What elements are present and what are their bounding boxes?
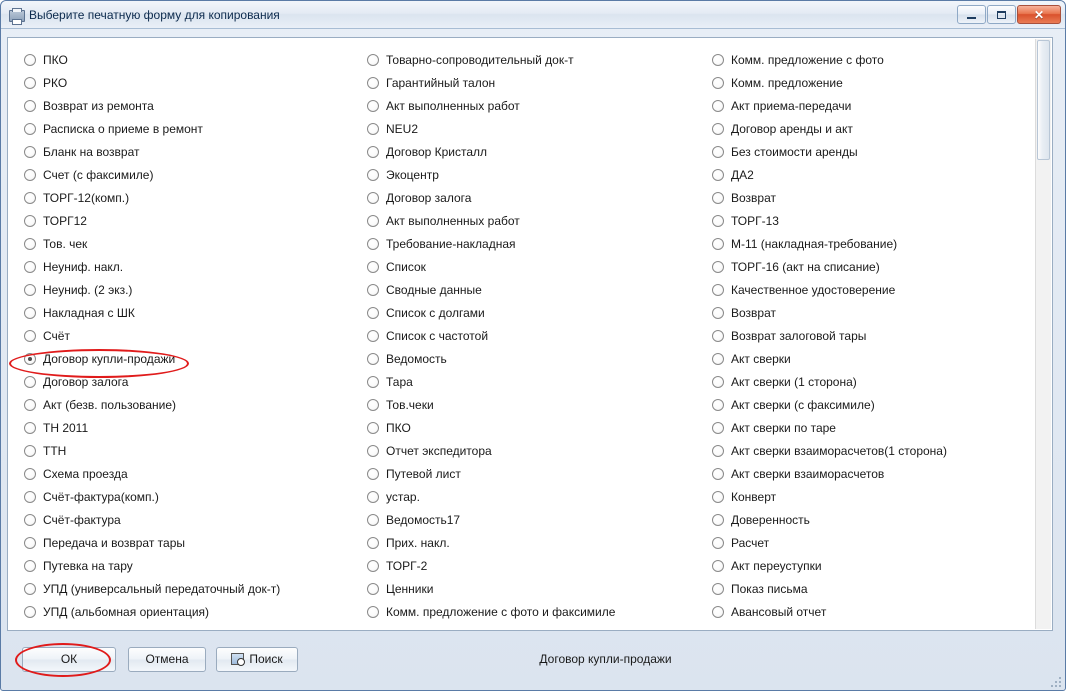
list-item[interactable] xyxy=(712,554,1038,577)
list-item-label: Путевой лист xyxy=(386,466,461,481)
list-item[interactable] xyxy=(367,370,708,393)
list-item[interactable] xyxy=(712,324,1038,347)
close-button[interactable] xyxy=(1017,5,1061,24)
radio-icon[interactable] xyxy=(712,491,724,503)
list-item[interactable] xyxy=(24,301,363,324)
list-item-label: Ценники xyxy=(386,581,434,596)
radio-icon[interactable] xyxy=(24,330,36,342)
list-item-label: Акт сверки взаиморасчетов(1 сторона) xyxy=(731,443,947,458)
list-item-label: Путевка на тару xyxy=(43,558,133,573)
radio-icon[interactable] xyxy=(712,399,724,411)
list-item[interactable] xyxy=(712,577,1038,600)
radio-icon[interactable] xyxy=(712,307,724,319)
radio-icon[interactable] xyxy=(367,422,379,434)
list-item[interactable] xyxy=(367,485,708,508)
radio-icon[interactable] xyxy=(24,123,36,135)
list-item-label: Схема проезда xyxy=(43,466,128,481)
list-item-label: Требование-накладная xyxy=(386,236,516,251)
radio-icon[interactable] xyxy=(712,169,724,181)
list-item[interactable] xyxy=(712,370,1038,393)
list-item[interactable] xyxy=(712,255,1038,278)
footer-bar xyxy=(7,635,1053,683)
minimize-button[interactable] xyxy=(957,5,986,24)
list-item[interactable] xyxy=(24,209,363,232)
radio-icon[interactable] xyxy=(24,468,36,480)
list-item-label: Сводные данные xyxy=(386,282,482,297)
list-item-label: ТОРГ-2 xyxy=(386,558,428,573)
list-item-label: устар. xyxy=(386,489,420,504)
list-item[interactable] xyxy=(712,48,1038,71)
list-item[interactable] xyxy=(367,140,708,163)
list-item-label: ТОРГ-13 xyxy=(731,213,779,228)
radio-icon[interactable] xyxy=(24,445,36,457)
list-item-label: Акт (безв. пользование) xyxy=(43,397,177,412)
radio-column-2 xyxy=(363,48,708,630)
list-item[interactable] xyxy=(367,301,708,324)
list-item-label: Расписка о приеме в ремонт xyxy=(43,121,203,136)
search-button[interactable] xyxy=(216,647,298,672)
list-item-label: Список с долгами xyxy=(386,305,485,320)
list-item[interactable] xyxy=(712,439,1038,462)
scrollbar-thumb[interactable] xyxy=(1037,40,1050,160)
list-item[interactable] xyxy=(367,48,708,71)
list-item-label: Авансовый отчет xyxy=(731,604,827,619)
radio-icon[interactable] xyxy=(712,353,724,365)
list-item[interactable] xyxy=(367,508,708,531)
list-item-label: Возврат xyxy=(731,190,776,205)
radio-icon[interactable] xyxy=(367,537,379,549)
radio-icon[interactable] xyxy=(24,238,36,250)
radio-icon[interactable] xyxy=(367,261,379,273)
list-item-label: Счёт xyxy=(43,328,70,343)
list-item-label: Акт выполненных работ xyxy=(386,98,520,113)
radio-icon[interactable] xyxy=(712,123,724,135)
list-item-label: ТОРГ12 xyxy=(43,213,87,228)
list-item-label: Тов. чек xyxy=(43,236,88,251)
list-item-label: ТТН xyxy=(43,443,67,458)
radio-icon[interactable] xyxy=(712,376,724,388)
radio-icon[interactable] xyxy=(24,422,36,434)
status-text: Договор купли-продажи xyxy=(539,652,672,666)
list-item[interactable] xyxy=(24,531,363,554)
radio-icon[interactable] xyxy=(24,261,36,273)
list-item[interactable] xyxy=(712,117,1038,140)
list-item-label: Акт сверки (1 сторона) xyxy=(731,374,857,389)
radio-icon[interactable] xyxy=(712,215,724,227)
radio-icon[interactable] xyxy=(367,123,379,135)
radio-icon[interactable] xyxy=(367,330,379,342)
list-item-label: Расчет xyxy=(731,535,770,550)
list-item[interactable] xyxy=(712,462,1038,485)
list-item-label: Счёт-фактура xyxy=(43,512,121,527)
list-item[interactable] xyxy=(712,163,1038,186)
radio-icon[interactable] xyxy=(24,284,36,296)
radio-icon[interactable] xyxy=(24,606,36,618)
list-item[interactable] xyxy=(712,416,1038,439)
list-item[interactable] xyxy=(367,186,708,209)
radio-icon[interactable] xyxy=(24,376,36,388)
list-item-label: Акт сверки взаиморасчетов xyxy=(731,466,885,481)
radio-icon[interactable] xyxy=(367,146,379,158)
list-item-label: Возврат xyxy=(731,305,776,320)
list-item[interactable] xyxy=(712,347,1038,370)
list-item[interactable] xyxy=(712,209,1038,232)
list-item[interactable] xyxy=(712,140,1038,163)
radio-icon[interactable] xyxy=(712,77,724,89)
radio-icon[interactable] xyxy=(24,169,36,181)
list-item[interactable] xyxy=(367,71,708,94)
list-item-label: Договор залога xyxy=(43,374,129,389)
radio-icon[interactable] xyxy=(367,583,379,595)
list-item-label: NEU2 xyxy=(386,121,419,136)
list-item[interactable] xyxy=(367,163,708,186)
radio-icon[interactable] xyxy=(712,560,724,572)
list-item[interactable] xyxy=(24,71,363,94)
list-item[interactable] xyxy=(24,117,363,140)
radio-icon[interactable] xyxy=(367,77,379,89)
list-item[interactable] xyxy=(367,255,708,278)
list-item-label: Накладная с ШК xyxy=(43,305,135,320)
list-item-label: Доверенность xyxy=(731,512,810,527)
radio-icon[interactable] xyxy=(712,238,724,250)
radio-icon[interactable] xyxy=(367,100,379,112)
list-item[interactable] xyxy=(24,508,363,531)
radio-icon[interactable] xyxy=(712,537,724,549)
radio-icon[interactable] xyxy=(367,353,379,365)
list-item[interactable] xyxy=(367,393,708,416)
radio-icon[interactable] xyxy=(367,606,379,618)
radio-icon[interactable] xyxy=(367,54,379,66)
list-item-label: Договор аренды и акт xyxy=(731,121,853,136)
list-item[interactable] xyxy=(367,577,708,600)
list-item-label: Показ письма xyxy=(731,581,808,596)
list-item-label: Качественное удостоверение xyxy=(731,282,896,297)
list-item-label: Неуниф. (2 экз.) xyxy=(43,282,133,297)
search-icon xyxy=(231,653,244,665)
radio-icon[interactable] xyxy=(24,100,36,112)
list-item[interactable] xyxy=(24,416,363,439)
radio-column-3 xyxy=(708,48,1038,630)
list-item-label: РКО xyxy=(43,75,68,90)
cancel-button[interactable]: Отмена xyxy=(128,647,206,672)
list-item[interactable] xyxy=(24,163,363,186)
list-item-label: ТН 2011 xyxy=(43,420,89,435)
list-item-label: Акт сверки по таре xyxy=(731,420,836,435)
radio-icon[interactable] xyxy=(367,399,379,411)
window-controls xyxy=(957,5,1061,24)
radio-icon[interactable] xyxy=(712,583,724,595)
radio-icon[interactable] xyxy=(24,399,36,411)
list-item-label: Гарантийный талон xyxy=(386,75,496,90)
radio-icon[interactable] xyxy=(367,491,379,503)
list-item-label: ТОРГ-12(комп.) xyxy=(43,190,130,205)
list-item-label: ТОРГ-16 (акт на списание) xyxy=(731,259,880,274)
list-item[interactable] xyxy=(367,117,708,140)
list-item[interactable] xyxy=(24,186,363,209)
radio-icon[interactable] xyxy=(24,77,36,89)
radio-icon[interactable] xyxy=(24,537,36,549)
list-item-label: Список с частотой xyxy=(386,328,489,343)
radio-icon[interactable] xyxy=(712,445,724,457)
maximize-icon xyxy=(997,11,1006,19)
list-item[interactable] xyxy=(712,71,1038,94)
list-item-label: ДА2 xyxy=(731,167,754,182)
list-item[interactable] xyxy=(367,600,708,623)
list-item[interactable] xyxy=(712,600,1038,623)
list-item[interactable] xyxy=(367,531,708,554)
list-item[interactable] xyxy=(367,439,708,462)
radio-icon[interactable] xyxy=(24,560,36,572)
radio-icon[interactable] xyxy=(367,445,379,457)
printer-icon xyxy=(8,7,24,23)
list-item-label: М-11 (накладная-требование) xyxy=(731,236,898,251)
list-item-label: УПД (альбомная ориентация) xyxy=(43,604,210,619)
radio-icon[interactable] xyxy=(367,215,379,227)
list-item-label: Комм. предложение с фото xyxy=(731,52,884,67)
resize-grip[interactable] xyxy=(1050,676,1062,688)
list-item[interactable] xyxy=(712,278,1038,301)
radio-icon[interactable] xyxy=(712,330,724,342)
list-item-label: УПД (универсальный передаточный док-т) xyxy=(43,581,281,596)
list-item[interactable] xyxy=(367,278,708,301)
list-item-label: Бланк на возврат xyxy=(43,144,140,159)
radio-icon[interactable] xyxy=(367,238,379,250)
radio-icon[interactable] xyxy=(712,468,724,480)
radio-icon[interactable] xyxy=(24,491,36,503)
list-item[interactable] xyxy=(367,232,708,255)
list-item[interactable] xyxy=(712,485,1038,508)
radio-icon[interactable] xyxy=(24,215,36,227)
list-item-label: Ведомость17 xyxy=(386,512,461,527)
list-item-selected[interactable] xyxy=(24,347,363,370)
list-item[interactable] xyxy=(24,255,363,278)
list-item[interactable] xyxy=(24,140,363,163)
list-item-label: Экоцентр xyxy=(386,167,439,182)
minimize-icon xyxy=(967,17,976,19)
list-item[interactable] xyxy=(24,278,363,301)
close-icon: ✕ xyxy=(1033,7,1045,22)
list-item[interactable] xyxy=(24,232,363,255)
list-item[interactable] xyxy=(24,370,363,393)
radio-icon[interactable] xyxy=(712,54,724,66)
radio-icon[interactable] xyxy=(367,192,379,204)
maximize-button[interactable] xyxy=(987,5,1016,24)
list-item[interactable] xyxy=(367,416,708,439)
list-item-label: Акт сверки xyxy=(731,351,791,366)
list-item[interactable] xyxy=(712,531,1038,554)
radio-icon[interactable] xyxy=(367,560,379,572)
list-item[interactable] xyxy=(24,439,363,462)
radio-icon[interactable] xyxy=(24,353,36,365)
radio-icon[interactable] xyxy=(712,514,724,526)
list-item[interactable] xyxy=(712,94,1038,117)
radio-column-1 xyxy=(8,48,363,630)
list-item[interactable] xyxy=(24,554,363,577)
radio-icon[interactable] xyxy=(712,192,724,204)
list-item-label: Список xyxy=(386,259,426,274)
radio-icon[interactable] xyxy=(24,192,36,204)
title-bar xyxy=(1,1,1065,29)
list-item[interactable] xyxy=(712,393,1038,416)
list-item[interactable] xyxy=(24,462,363,485)
list-item-label: Акт переуступки xyxy=(731,558,822,573)
list-item[interactable] xyxy=(24,577,363,600)
radio-icon[interactable] xyxy=(712,606,724,618)
list-item[interactable] xyxy=(712,186,1038,209)
list-item[interactable] xyxy=(712,508,1038,531)
list-item[interactable] xyxy=(367,94,708,117)
radio-icon[interactable] xyxy=(367,468,379,480)
list-item-label: Конверт xyxy=(731,489,777,504)
list-item-label: Прих. накл. xyxy=(386,535,450,550)
list-item-label: Возврат из ремонта xyxy=(43,98,154,113)
radio-icon[interactable] xyxy=(712,422,724,434)
list-item-label: Акт приема-передачи xyxy=(731,98,852,113)
list-item-label: Счёт-фактура(комп.) xyxy=(43,489,159,504)
list-item-label: Комм. предложение с фото и факсимиле xyxy=(386,604,616,619)
list-item-label: Товарно-сопроводительный док-т xyxy=(386,52,574,67)
list-item[interactable] xyxy=(367,347,708,370)
list-item-label: Договор залога xyxy=(386,190,472,205)
list-item-label: Счет (с факсимиле) xyxy=(43,167,154,182)
list-item-label: Тара xyxy=(386,374,413,389)
list-item-label: Комм. предложение xyxy=(731,75,843,90)
radio-icon[interactable] xyxy=(24,146,36,158)
list-item-label: ПКО xyxy=(43,52,68,67)
list-item[interactable] xyxy=(24,600,363,623)
radio-icon[interactable] xyxy=(367,307,379,319)
radio-icon[interactable] xyxy=(712,100,724,112)
radio-icon[interactable] xyxy=(24,514,36,526)
radio-icon[interactable] xyxy=(367,514,379,526)
radio-columns xyxy=(8,38,1052,630)
radio-icon[interactable] xyxy=(712,284,724,296)
list-item-label: Возврат залоговой тары xyxy=(731,328,867,343)
list-item-label: Договор купли-продажи xyxy=(43,351,176,366)
list-item[interactable] xyxy=(24,393,363,416)
vertical-scrollbar[interactable] xyxy=(1035,39,1051,629)
list-item-label: Акт выполненных работ xyxy=(386,213,520,228)
list-item-label: Ведомость xyxy=(386,351,447,366)
list-item[interactable] xyxy=(24,94,363,117)
list-item[interactable] xyxy=(367,209,708,232)
radio-icon[interactable] xyxy=(367,284,379,296)
list-item[interactable] xyxy=(24,48,363,71)
list-item-label: Акт сверки (с факсимиле) xyxy=(731,397,875,412)
radio-icon[interactable] xyxy=(367,376,379,388)
list-item[interactable] xyxy=(367,462,708,485)
list-item[interactable] xyxy=(367,324,708,347)
list-item[interactable] xyxy=(367,554,708,577)
radio-icon[interactable] xyxy=(712,261,724,273)
form-list-panel xyxy=(7,37,1053,631)
list-item[interactable] xyxy=(712,232,1038,255)
list-item-label: Без стоимости аренды xyxy=(731,144,858,159)
list-item-label: Тов.чеки xyxy=(386,397,434,412)
radio-icon[interactable] xyxy=(24,583,36,595)
ok-button[interactable]: ОК xyxy=(22,647,116,672)
radio-icon[interactable] xyxy=(24,307,36,319)
list-item[interactable] xyxy=(24,324,363,347)
list-item-label: Передача и возврат тары xyxy=(43,535,185,550)
list-item-label: Отчет экспедитора xyxy=(386,443,492,458)
window-title: Выберите печатную форму для копирования xyxy=(29,7,280,22)
list-item-label: Неуниф. накл. xyxy=(43,259,124,274)
list-item[interactable] xyxy=(712,301,1038,324)
list-item-label: ПКО xyxy=(386,420,411,435)
radio-icon[interactable] xyxy=(712,146,724,158)
radio-icon[interactable] xyxy=(24,54,36,66)
list-item-label: Договор Кристалл xyxy=(386,144,488,159)
radio-icon[interactable] xyxy=(367,169,379,181)
search-button-label: Поиск xyxy=(249,652,283,666)
list-item[interactable] xyxy=(24,485,363,508)
